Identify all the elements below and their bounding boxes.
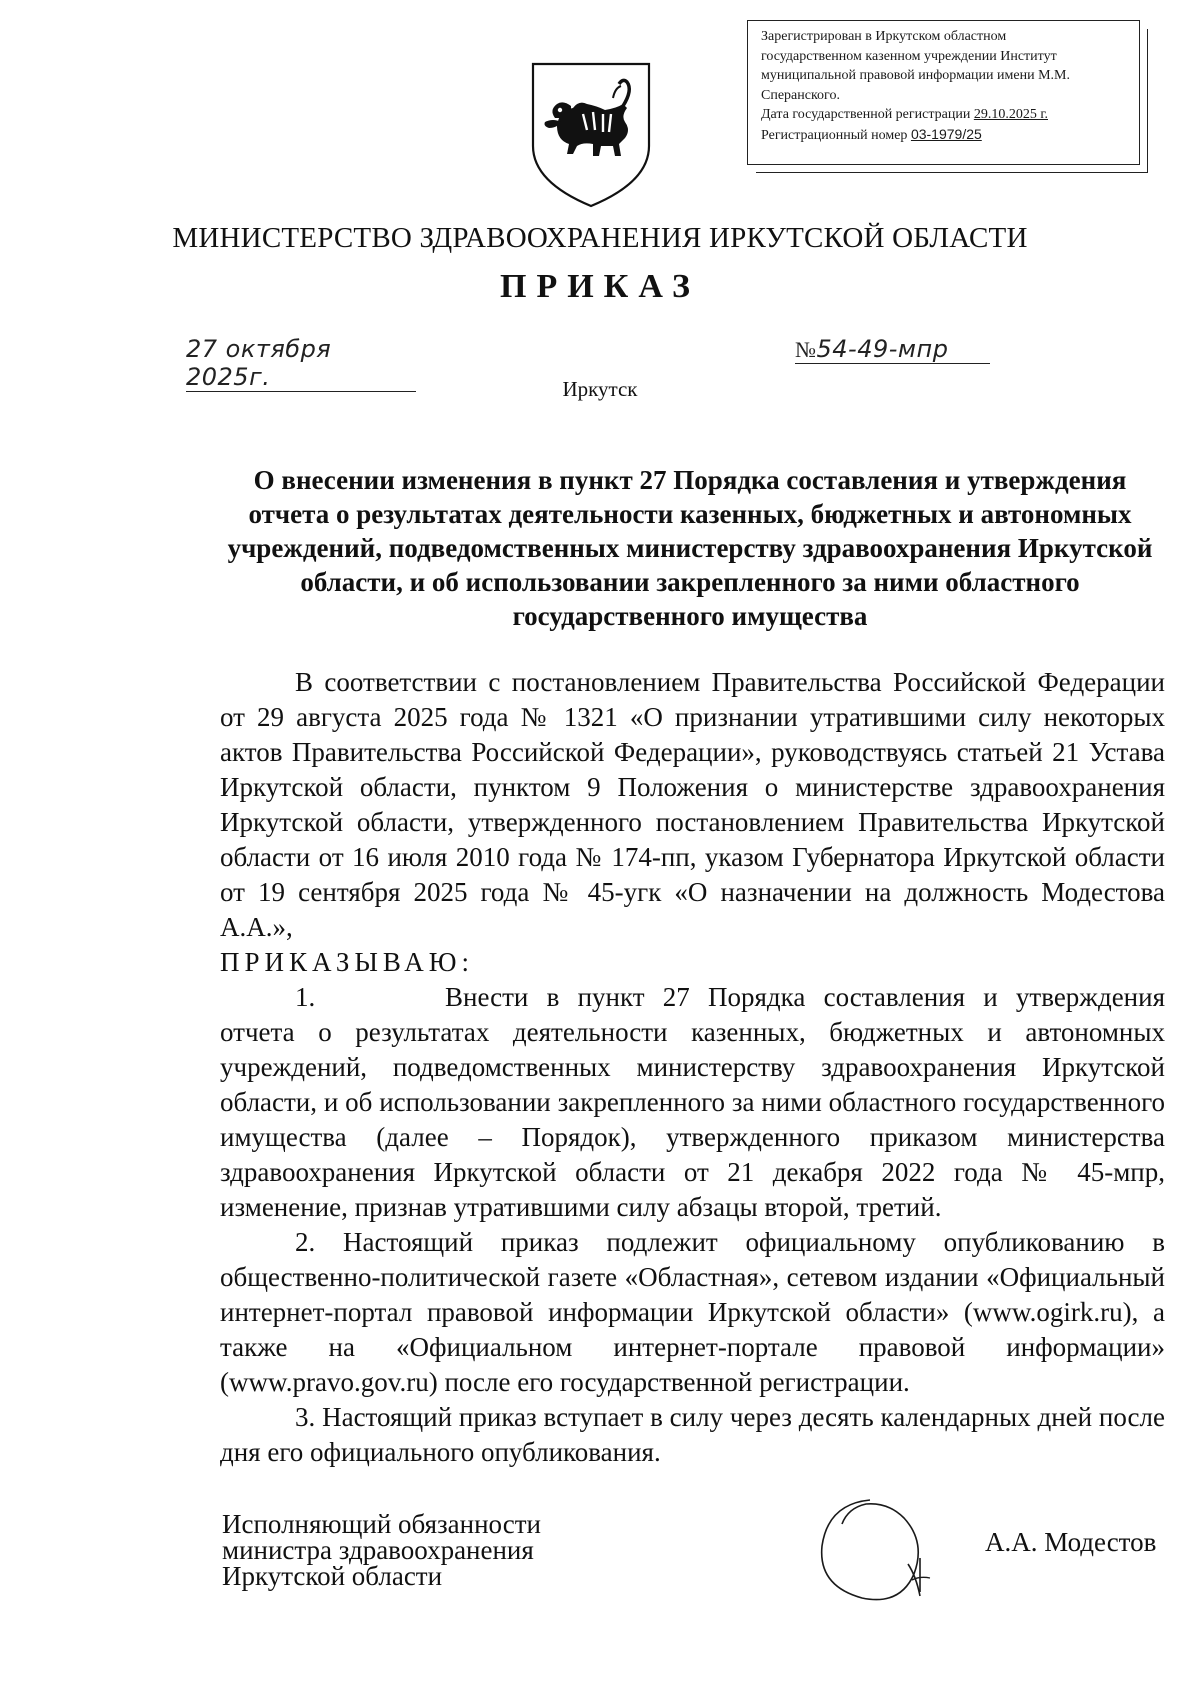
handwritten-signature (808, 1494, 948, 1609)
registration-line: Зарегистрирован в Иркутском областном (761, 29, 1007, 44)
order-item-2: 2. Настоящий приказ подлежит официальному опубликованию в общественно-политической газете «Областная», сетевом издании «Официальный интернет-портал правовой информации Иркутской области» (www.ogirk.ru), а также на «Официальном интернет-портале правовой информации» (www.pravo.gov.ru) после его государственной регистрации. (220, 1227, 1165, 1397)
order-number (795, 335, 990, 364)
irkutsk-coat-of-arms-icon (527, 60, 655, 210)
order-date: 27 октября 2025г. (186, 335, 416, 392)
registration-number (761, 125, 1133, 146)
number-sign: № (795, 337, 817, 362)
registration-date-value: 29.10.2025 г. (973, 107, 1048, 122)
registration-line: государственном казенном учреждении Институт (761, 48, 1057, 64)
order-item-3: 3. Настоящий приказ вступает в силу через десять календарных дней после дня его официального опубликования. (220, 1402, 1165, 1467)
registration-number-value: 03-1979/25 (910, 125, 982, 142)
registration-line: муниципальной правовой информации имени М.М. (761, 68, 1070, 83)
registration-stamp (747, 20, 1140, 165)
ministry-name: МИНИСТЕРСТВО ЗДРАВООХРАНЕНИЯ ИРКУТСКОЙ ОБЛАСТИ (172, 222, 1028, 254)
signer-position-line: Исполняющий обязанности (222, 1509, 541, 1539)
city: Иркутск (562, 377, 638, 401)
order-item-1 (220, 980, 1165, 1225)
registration-date-label: Дата государственной регистрации (761, 107, 974, 122)
signer-position-line: Иркутской области (222, 1561, 443, 1591)
registration-number-label: Регистрационный номер (761, 127, 911, 143)
preamble: В соответствии с постановлением Правительства Российской Федерации от 29 августа 2025 года № 1321 «О признании утратившими силу некоторых актов Правительства Российской Федерации», руководствуясь статьей 21 Устава Иркутской области, пунктом 9 Положения о министерстве здравоохранения Иркутской области, утвержденного постановлением Правительства Иркутской области от 16 июля 2010 года № 174-пп, указом Губернатора Иркутской области от 19 сентября 2025 года № 45-угк «О назначении на должность Модестова А.А.», (220, 667, 1165, 942)
order-number-value: 54-49-мпр (816, 335, 949, 363)
signer-position-line: министра здравоохранения (222, 1535, 534, 1565)
item-1-number: 1. (295, 982, 316, 1012)
document-type: ПРИКАЗ (500, 268, 700, 305)
signer-name: А.А. Модестов (985, 1527, 1157, 1557)
registration-date (761, 105, 1133, 125)
order-word: ПРИКАЗЫВАЮ: (220, 947, 474, 977)
registration-line: Сперанского. (761, 87, 840, 103)
item-1-text: Внести в пункт 27 Порядка составления и утверждения отчета о результатах деятельности казенных, бюджетных и автономных учреждений, подведомственных министерству здравоохранения Иркутской области, и об использовании закрепленного за ними областного государственного имущества (далее – Порядок), утвержденного приказом министерства здравоохранения Иркутской области от 21 декабря 2022 года № 45-мпр, изменение, признав утратившими силу абзацы второй, третий. (220, 982, 1165, 1222)
order-title: О внесении изменения в пункт 27 Порядка составления и утверждения отчета о результатах деятельности казенных, бюджетных и автономных учреждений, подведомственных министерству здравоохранения Иркутской области, и об использовании закрепленного за ними областного государственного имущества (227, 465, 1153, 631)
signer-position (222, 1511, 541, 1589)
order-body (220, 665, 1165, 1470)
registration-text (761, 27, 1133, 145)
